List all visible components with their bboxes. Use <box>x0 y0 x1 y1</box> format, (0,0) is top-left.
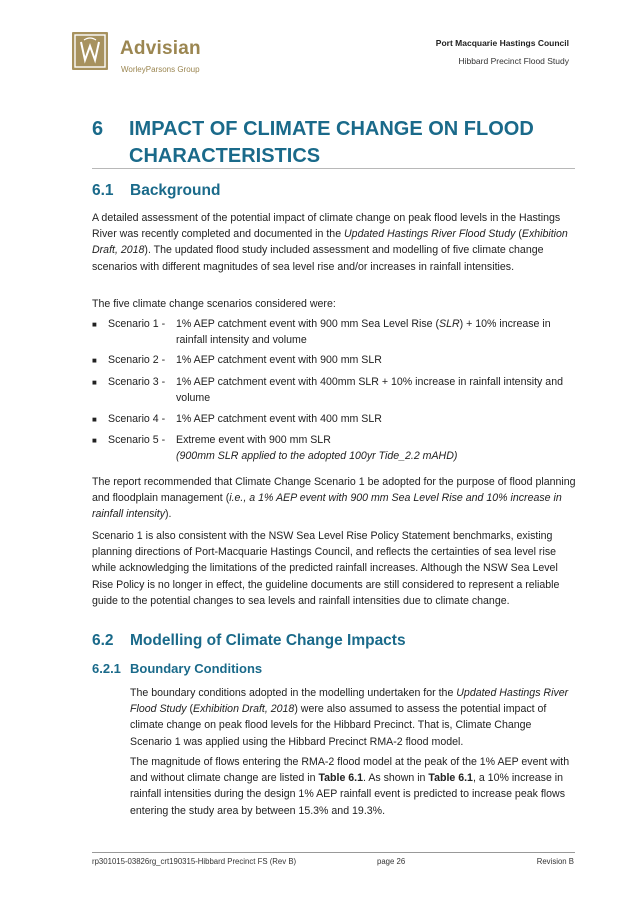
background-paragraph-3: The report recommended that Climate Change Scenario 1 be adopted for the purpose of flood planning and floodplain management (i.e., a 1% AEP event with 900 mm Sea Level Rise and 10% increase in rainfall intensity). <box>92 476 576 521</box>
logo-emblem-icon <box>72 32 108 70</box>
bullet-icon: ■ <box>92 320 97 329</box>
logo-name: Advisian <box>120 38 201 59</box>
bullet-icon: ■ <box>92 356 97 365</box>
footer-doc-ref: rp301015-03826rg_crt190315-Hibbard Precinct FS (Rev B) <box>92 857 297 866</box>
background-paragraph-2: The five climate change scenarios considered were: <box>92 298 336 310</box>
boundary-paragraph-1: The boundary conditions adopted in the modelling undertaken for the Updated Hastings River Flood Study (Exhibition Draft, 2018) were also assumed to assess the potential impact of climate change on peak flood levels for the Hibbard Precinct. That is, Climate Change Scenario 1 was applied using the Hibbard Precinct RMA-2 flood model. <box>130 687 569 748</box>
subsubsection-number: 6.2.1 <box>92 661 121 676</box>
subsubsection-title: Boundary Conditions <box>130 661 263 676</box>
bullet-icon: ■ <box>92 378 97 387</box>
table-reference[interactable]: Table 6.1 <box>318 772 364 785</box>
background-paragraph-1: A detailed assessment of the potential impact of climate change on peak flood levels in the Hastings River was recently completed and documented in the Updated Hastings River Flood Study (Exhibition Draft, 2018). The updated flood study included assessment and modelling of five climate change scenarios with different magnitudes of sea level rise and/or increases in rainfall intensities. <box>92 212 568 273</box>
subsection-number: 6.1 <box>92 182 114 199</box>
footer-page-number: page 26 <box>377 857 406 866</box>
company-logo <box>72 32 202 80</box>
footer-revision: Revision B <box>536 857 574 866</box>
subsection-title: Modelling of Climate Change Impacts <box>130 632 406 649</box>
footer-divider <box>92 852 575 853</box>
subsection-title: Background <box>130 182 221 199</box>
background-paragraph-4: Scenario 1 is also consistent with the NSW Sea Level Rise Policy Statement benchmarks, existing planning directions of Port-Macquarie Hastings Council, and reflects the certainties of sea level rise while acknowledging the limitations of the predicted rainfall increases. Although the NSW Sea Level Rise Policy is no longer in effect, the guideline documents are still considered to represent a reliable guide to the potential changes to sea levels and rainfall intensities due to climate change. <box>92 530 560 607</box>
table-reference[interactable]: Table 6.1 <box>428 772 473 785</box>
bullet-icon: ■ <box>92 436 97 445</box>
section-title: IMPACT OF CLIMATE CHANGE ON FLOOD CHARACTERISTICS <box>129 118 534 167</box>
subsection-number: 6.2 <box>92 632 114 649</box>
header-client: Port Macquarie Hastings Council <box>435 38 569 48</box>
section-number: 6 <box>92 118 104 140</box>
document-page: Advisian WorleyParsons Group Port Macquarie Hastings Council Hibbard Precinct Flood Study 6 IMPACT OF CLIMATE CHANGE ON FLOOD CHARACTERISTICS 6.1 Background A detailed assessment of the potential impact of climate change on peak flood levels in the Hastings River was recently completed and documented in the Updated Hastings River Flood Study (Exhibition Draft, 2018). The updated flood study included assessment and modelling of five climate change scenarios with different magnitudes of sea level rise and/or increases in rainfall intensities. The five climate change scenarios considered were: ■ Scenario 1 - 1% AEP catchment event with 900 mm Sea Level Rise (SLR) + 10% increase in rainfall intensity and volume ■ Scenario 2 - 1% AEP catchment event with 900 mm SLR ■ Scenario 3 - 1% AEP catchment event with 400mm SLR + 10% increase in rainfall intensity and volume ■ Scenario 4 - 1% AEP catchment event with 400 mm SLR ■ Scenario 5 - Extreme event with 900 mm SLR (900mm SLR applied to the adopted 100yr Tide_2.2 mAHD) The report recommended that Climate Change Scenario 1 be adopted for the purpose of flood planning and floodplain management (i.e., a 1% AEP event with 900 mm Sea Level Rise and 10% increase in rainfall intensity). Scenario 1 is also consistent with the NSW Sea Level Rise Policy Statement benchmarks, existing planning directions of Port-Macquarie Hastings Council, and reflects the certainties of sea level rise while acknowledging the limitations of the predicted rainfall increases. Although the NSW Sea Level Rise Policy is no longer in effect, the guideline documents are still considered to represent a reliable guide to the potential changes to sea levels and rainfall intensities due to climate change. 6.2 Modelling of Climate Change Impacts 6.2.1 Boundary Conditions The boundary conditions adopted in the modelling undertaken for the Updated Hastings River Flood Study (Exhibition Draft, 2018) were also assumed to assess the potential impact of climate change on peak flood levels for the Hibbard Precinct. That is, Climate Change Scenario 1 was applied using the Hibbard Precinct RMA-2 flood model. The magnitude of flows entering the RMA-2 flood model at the peak of the 1% AEP event with and without climate change are listed in Table 6.1. As shown in Table 6.1, a 10% increase in rainfall intensities during the design 1% AEP rainfall event is predicted to increase peak flows entering the study area by between 15.3% and 19.3%. rp301015-03826rg_crt190315-Hibbard Precinct FS (Rev B) page 26 Revision B <box>0 0 642 907</box>
header-project: Hibbard Precinct Flood Study <box>458 56 569 66</box>
boundary-paragraph-2: The magnitude of flows entering the RMA-2 flood model at the peak of the 1% AEP event with and without climate change are listed in Table 6.1. As shown in Table 6.1, a 10% increase in rainfall intensities during the design 1% AEP rainfall event is predicted to increase peak flows entering the study area by between 15.3% and 19.3%. <box>130 756 570 817</box>
logo-subtitle: WorleyParsons Group <box>121 65 200 74</box>
heading-divider <box>92 168 575 169</box>
bullet-icon: ■ <box>92 415 97 424</box>
